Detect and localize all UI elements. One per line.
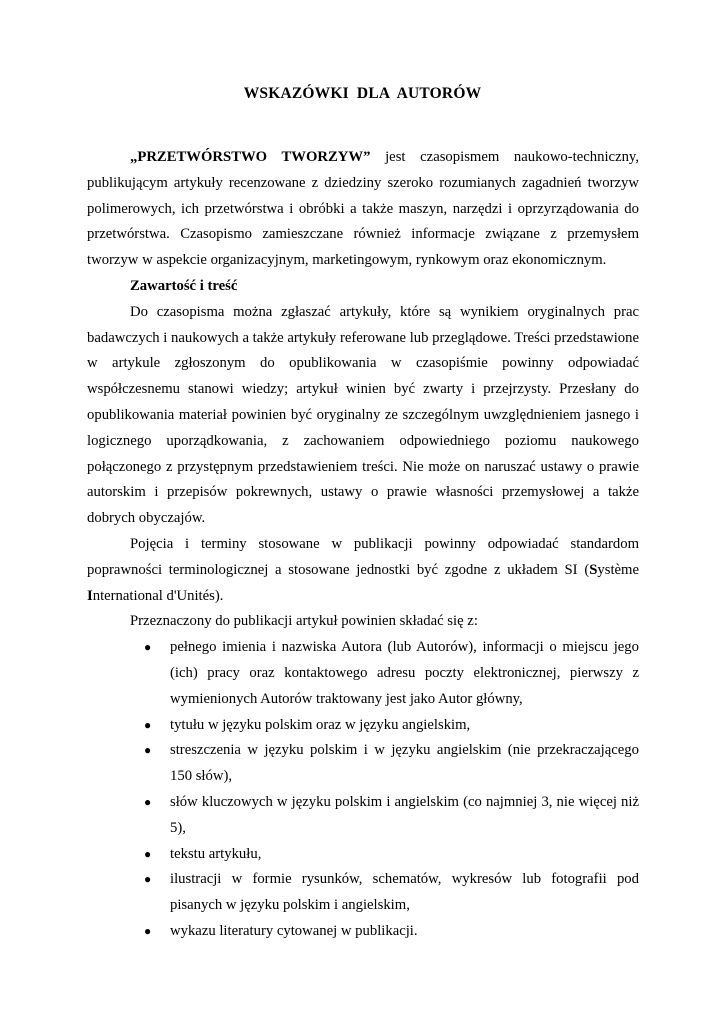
document-body — [87, 145, 639, 945]
list-item — [144, 842, 639, 868]
bullet-icon: ● — [144, 923, 152, 938]
list-item-text: streszczenia w języku polskim i w języku angielskim (nie przekraczającego 150 słów), — [170, 742, 639, 785]
bullet-icon: ● — [144, 640, 152, 655]
list-item-text: ilustracji w formie rysunków, schematów, wykresów lub fotografii pod pisanych w języku polskim i angielskim, — [170, 871, 639, 914]
list-item-text: słów kluczowych w języku polskim i angielskim (co najmniej 3, nie więcej niż 5), — [170, 793, 639, 836]
terminology-text-c: nternational d'Unités). — [92, 587, 224, 604]
bullet-icon: ● — [144, 872, 152, 887]
list-item-text: wykazu literatury cytowanej w publikacji. — [170, 922, 418, 939]
list-item — [144, 867, 639, 919]
list-item — [144, 635, 639, 712]
bullet-icon: ● — [144, 717, 152, 732]
list-item — [144, 713, 639, 739]
journal-name: „PRZETWÓRSTWO TWORZYW” — [130, 149, 371, 165]
terminology-text-b: ystème — [597, 561, 639, 578]
bullet-icon: ● — [144, 743, 152, 758]
structure-intro: Przeznaczony do publikacji artykuł powinien składać się z: — [130, 613, 478, 630]
si-s-letter: S — [589, 561, 598, 578]
list-item — [144, 790, 639, 842]
si-i-letter: I — [87, 587, 93, 604]
content-paragraph: Do czasopisma można zgłaszać artykuły, które są wynikiem oryginalnych prac badawczych i naukowych a także artykuły referowane lub przeglądowe. Treści przedstawione w artykule zgłoszonym do opublikowania w czasopiśmie powinny odpowiadać współczesnemu stanowi wiedzy; artykuł winien być zwarty i przejrzysty. Przesłany do opublikowania materiał powinien być oryginalny ze szczególnym uwzględnieniem jasnego i logicznego uporządkowania, z zachowaniem odpowiedniego poziomu naukowego połączonego z przystępnym przedstawieniem treści. Nie może on naruszać ustawy o prawie autorskim i przepisów pokrewnych, ustawy o prawie własności przemysłowej a także dobrych obyczajów. — [87, 303, 639, 527]
terminology-paragraph — [87, 532, 639, 609]
terminology-text-a: Pojęcia i terminy stosowane w publikacji powinny odpowiadać standardom poprawności terminologicznej a stosowane jednostki być zgodne z układem SI ( — [87, 535, 639, 578]
list-item-text: pełnego imienia i nazwiska Autora (lub Autorów), informacji o miejscu jego (ich) pracy oraz kontaktowego adresu poczty elektronicznej, pierwszy z wymienionych Autorów traktowany jest jako Autor główny, — [170, 639, 639, 707]
requirements-list — [87, 635, 639, 945]
list-item-text: tekstu artykułu, — [170, 845, 262, 862]
bullet-icon: ● — [144, 846, 152, 861]
section-heading: Zawartość i treść — [130, 277, 238, 294]
intro-text: jest czasopismem naukowo-techniczny, publikującym artykuły recenzowane z dziedziny szeroko rozumianych zagadnień tworzyw polimerowych, ich przetwórstwa i obróbki a także maszyn, narzędzi i oprzyrządowania do przetwórstwa. Czasopismo zamieszczane również informacje związane z przemysłem tworzyw w aspekcie organizacyjnym, marketingowym, rynkowym oraz ekonomicznym. — [87, 149, 639, 269]
list-item — [144, 738, 639, 790]
list-item — [144, 919, 639, 945]
page-title: WSKAZÓWKI DLA AUTORÓW — [243, 85, 482, 102]
bullet-icon: ● — [144, 794, 152, 809]
intro-paragraph — [87, 145, 639, 274]
list-item-text: tytułu w języku polskim oraz w języku angielskim, — [170, 716, 471, 733]
